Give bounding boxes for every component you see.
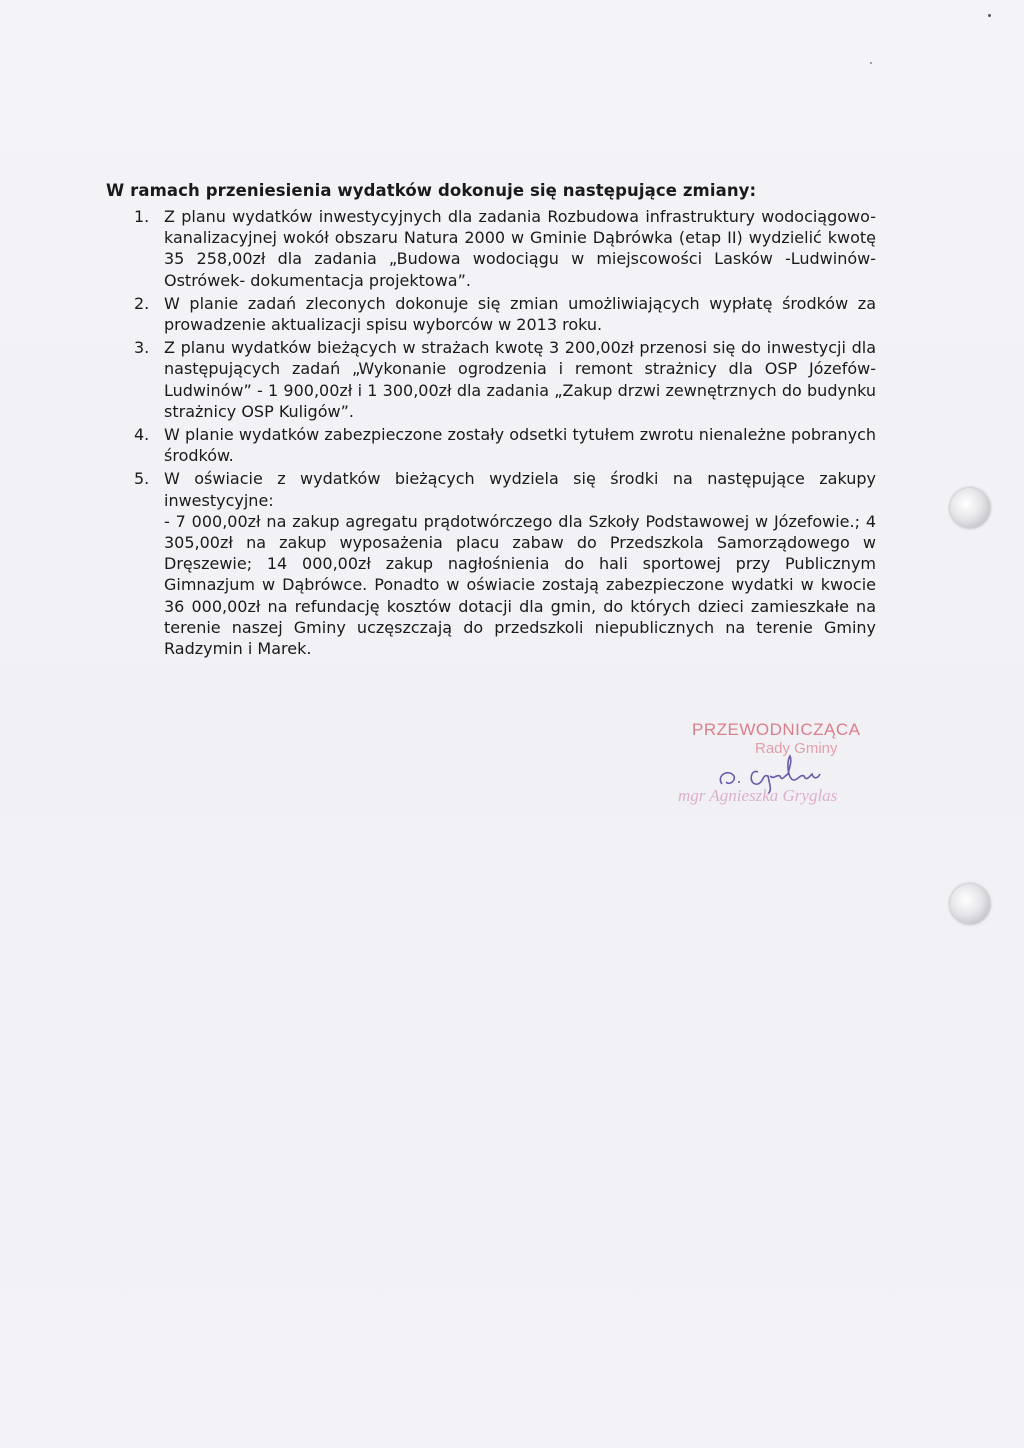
list-item [106,424,876,466]
list-item [106,206,876,291]
scan-speck [870,62,872,64]
list-item [106,337,876,422]
stamp-title: PRZEWODNICZĄCA [692,720,861,739]
item-text: W oświacie z wydatków bieżących wydziela się środki na następujące zakupy inwestycyjne: [164,469,876,510]
item-number: 5. [134,469,150,489]
document-body [106,180,876,661]
official-stamp [660,720,900,820]
item-number: 2. [134,293,150,313]
list-item [106,293,876,335]
item-text: Z planu wydatków inwestycyjnych dla zadania Rozbudowa infrastruktury wodociągowo-kanalizacyjnej wokół obszaru Natura 2000 w Gminie Dąbrówka (etap II) wydzielić kwotę 35 258,00zł dla zadania „Budowa wodociągu w miejscowości Lasków -Ludwinów-Ostrówek- dokumentacja projektowa”. [164,207,876,290]
section-heading: W ramach przeniesienia wydatków dokonuje się następujące zmiany: [106,181,757,200]
item-number: 3. [134,338,150,358]
item-number: 1. [134,207,150,226]
item-number: 4. [134,425,150,445]
item-text: Z planu wydatków bieżących w strażach kwotę 3 200,00zł przenosi się do inwestycji dla następujących zadań „Wykonanie ogrodzenia i remont strażnicy dla OSP Józefów-Ludwinów” - 1 900,00zł i 1 300,00zł dla zadania „Zakup drzwi zewnętrznych do budynku strażnicy OSP Kuligów”. [164,338,876,421]
item-text: W planie wydatków zabezpieczone zostały odsetki tytułem zwrotu nienależne pobranych środków. [164,425,876,466]
scan-speck [988,14,991,17]
list-item [106,468,876,659]
punch-hole [950,488,990,528]
punch-hole [950,884,990,924]
item-subtext: - 7 000,00zł na zakup agregatu prądotwórczego dla Szkoły Podstawowej w Józefowie.; 4 305,00zł na zakup wyposażenia placu zabaw do Przedszkola Samorządowego w Dręszewie; 14 000,00zł zakup nagłośnienia do hali sportowej przy Publicznym Gimnazjum w Dąbrówce. Ponadto w oświacie zostają zabezpieczone wydatki w kwocie 36 000,00zł na refundację kosztów dotacji dla gmin, do których dzieci zamieszkałe na terenie naszej Gminy uczęszczają do przedszkoli niepublicznych na terenie Gminy Radzymin i Marek. [164,511,876,659]
stamp-name: mgr Agnieszka Gryglas [678,786,838,805]
changes-list [106,206,876,659]
stamp-council: Rady Gminy [755,740,838,757]
item-text: W planie zadań zleconych dokonuje się zmian umożliwiających wypłatę środków za prowadzenie aktualizacji spisu wyborców w 2013 roku. [164,293,876,335]
